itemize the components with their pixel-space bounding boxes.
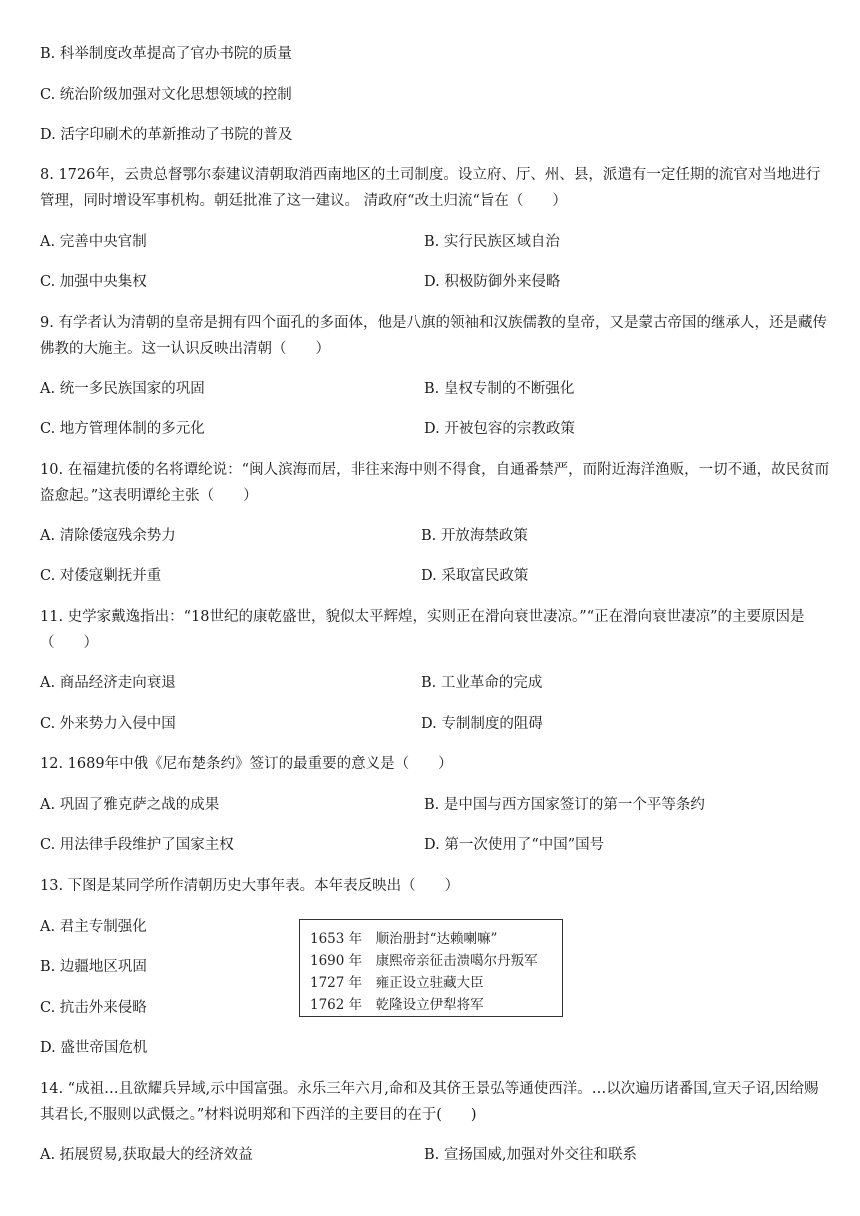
option-b: B. 宣扬国威,加强对外交往和联系: [424, 1147, 637, 1163]
option-a: A. 君主专制强化: [40, 919, 147, 935]
option-d: D. 积极防御外来侵略: [424, 274, 561, 290]
option-c: C. 用法律手段维护了国家主权: [40, 837, 234, 853]
option-b: B. 皇权专制的不断强化: [424, 381, 575, 397]
option-c: C. 外来势力入侵中国: [40, 716, 176, 732]
timeline-entry: 1690 年 康熙帝亲征击溃噶尔丹叛军: [310, 953, 538, 969]
option-d: D. 活字印刷术的革新推动了书院的普及: [40, 127, 293, 143]
timeline-entry: 1653 年 顺治册封“达赖喇嘛”: [310, 931, 498, 947]
option-a: A. 完善中央官制: [40, 234, 147, 250]
question-stem: 8. 1726年，云贵总督鄂尔泰建议清朝取消西南地区的土司制度。设立府、厅、州、县，派遣有一定任期的流官对当地进行管理，同时增设军事机构。朝廷批准了这一建议。 清政府“改土归流“旨在（ ）: [40, 167, 821, 209]
question-stem: 11. 史学家戴逸指出：“18世纪的康乾盛世，貌似太平辉煌，实则正在滑向衰世凄凉。”“正在滑向衰世凄凉”的主要原因是（ ）: [40, 609, 805, 651]
option-d: D. 第一次使用了“中国”国号: [424, 837, 605, 853]
option-b: B. 科举制度改革提高了官办书院的质量: [40, 46, 292, 62]
option-d: D. 盛世帝国危机: [40, 1040, 148, 1056]
question-stem: 14. “成祖…且欲耀兵异域,示中国富强。永乐三年六月,命和及其侪王景弘等通使西洋。…以次遍历诸番国,宣天子诏,因给赐其君长,不服则以武慑之。”材料说明郑和下西洋的主要目的在于( ): [40, 1081, 819, 1123]
option-b: B. 边疆地区巩固: [40, 959, 147, 975]
option-d: D. 专制制度的阻碍: [421, 716, 543, 732]
option-d: D. 采取富民政策: [421, 568, 529, 584]
option-a: A. 巩固了雅克萨之战的成果: [40, 797, 220, 813]
timeline-box: [299, 919, 563, 1017]
option-b: B. 是中国与西方国家签订的第一个平等条约: [424, 797, 705, 813]
option-c: C. 对倭寇剿抚并重: [40, 568, 162, 584]
option-b: B. 开放海禁政策: [421, 528, 528, 544]
option-c: C. 抗击外来侵略: [40, 1000, 147, 1016]
timeline-entry: 1727 年 雍正设立驻藏大臣: [310, 975, 484, 991]
option-d: D. 开被包容的宗教政策: [424, 421, 575, 437]
question-stem: 10. 在福建抗倭的名将谭纶说：“闽人滨海而居，非往来海中则不得食，自通番禁严，而附近海洋渔贩，一切不通，故民贫而盗愈起。”这表明谭纶主张（ ）: [40, 462, 830, 504]
question-stem: 9. 有学者认为清朝的皇帝是拥有四个面孔的多面体，他是八旗的领袖和汉族儒教的皇帝，又是蒙古帝国的继承人，还是藏传佛教的大施主。这一认识反映出清朝（ ）: [40, 315, 827, 357]
option-c: C. 加强中央集权: [40, 274, 147, 290]
option-a: A. 统一多民族国家的巩固: [40, 381, 205, 397]
timeline-entry: 1762 年 乾隆设立伊犁将军: [310, 997, 484, 1013]
option-a: A. 拓展贸易,获取最大的经济效益: [40, 1147, 253, 1163]
option-c: C. 统治阶级加强对文化思想领域的控制: [40, 87, 292, 103]
option-c: C. 地方管理体制的多元化: [40, 421, 205, 437]
question-stem: 13. 下图是某同学所作清朝历史大事年表。本年表反映出（ ）: [40, 878, 460, 894]
option-a: A. 商品经济走向衰退: [40, 675, 176, 691]
option-a: A. 清除倭寇残余势力: [40, 528, 176, 544]
option-b: B. 实行民族区域自治: [424, 234, 560, 250]
option-b: B. 工业革命的完成: [421, 675, 543, 691]
question-stem: 12. 1689年中俄《尼布楚条约》签订的最重要的意义是（ ）: [40, 756, 453, 772]
